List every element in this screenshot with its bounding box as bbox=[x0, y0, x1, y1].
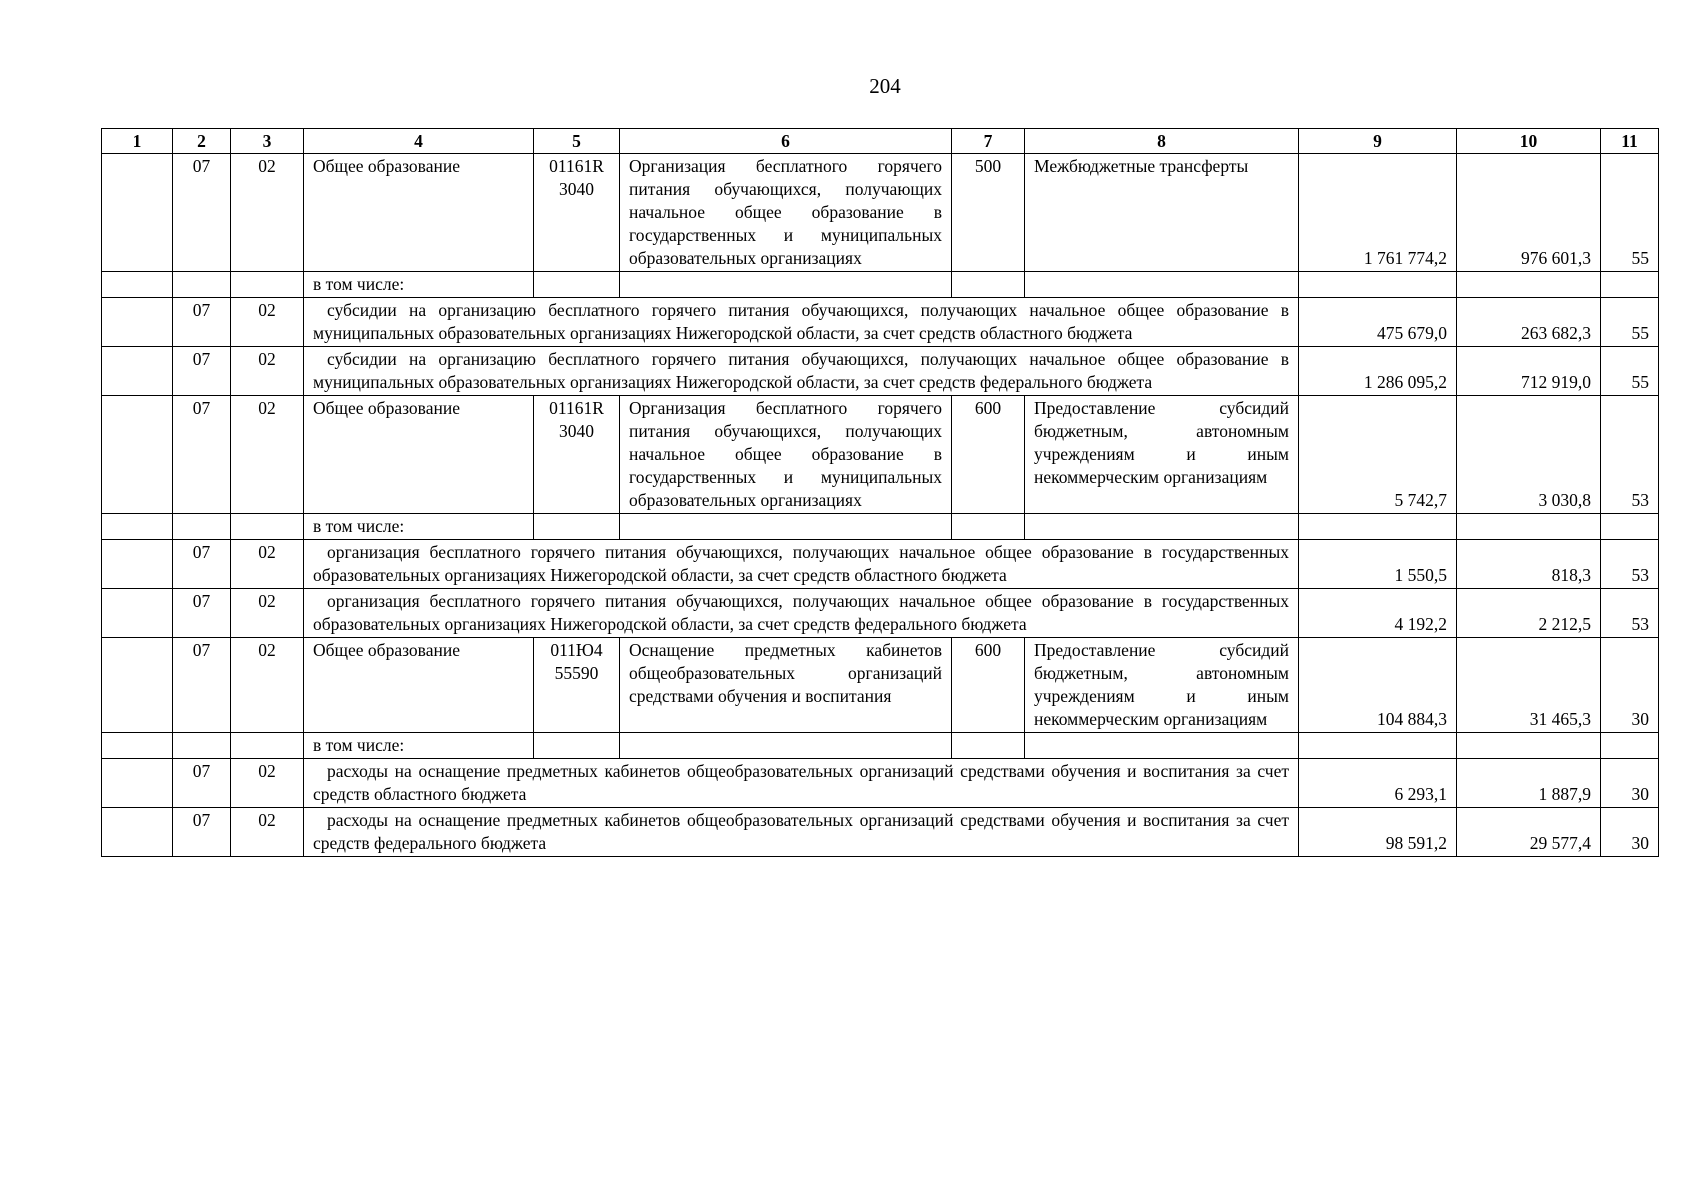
cell-amount-exec: 263 682,3 bbox=[1457, 298, 1601, 347]
cell-col1 bbox=[102, 298, 173, 347]
cell-section: 07 bbox=[173, 759, 231, 808]
cell-description: субсидии на организацию бесплатного горячего питания обучающихся, получающих начальное общее образование в муниципальных образовательных организациях Нижегородской области, за счет средств областного бюджета bbox=[304, 298, 1299, 347]
cell-amount: 4 192,2 bbox=[1299, 589, 1457, 638]
cell-subsection bbox=[231, 733, 304, 759]
cell-section bbox=[173, 272, 231, 298]
table-row-sub bbox=[102, 808, 1659, 857]
cell-target-code: 011Ю4 55590 bbox=[534, 638, 620, 733]
cell-description: субсидии на организацию бесплатного горячего питания обучающихся, получающих начальное общее образование в муниципальных образовательных организациях Нижегородской области, за счет средств федерального бюджета bbox=[304, 347, 1299, 396]
cell-empty bbox=[1299, 733, 1457, 759]
cell-subsection: 02 bbox=[231, 540, 304, 589]
cell-section bbox=[173, 514, 231, 540]
cell-target-name: Организация бесплатного горячего питания обучающихся, получающих начальное общее образование в государственных и муниципальных образовательных организациях bbox=[620, 396, 952, 514]
cell-empty bbox=[1601, 514, 1659, 540]
cell-subsection: 02 bbox=[231, 154, 304, 272]
cell-amount-exec: 3 030,8 bbox=[1457, 396, 1601, 514]
cell-empty bbox=[952, 733, 1025, 759]
cell-col1 bbox=[102, 347, 173, 396]
col-header: 9 bbox=[1299, 129, 1457, 154]
cell-col1 bbox=[102, 589, 173, 638]
header-row bbox=[102, 129, 1659, 154]
cell-subsection: 02 bbox=[231, 396, 304, 514]
cell-amount-exec: 29 577,4 bbox=[1457, 808, 1601, 857]
cell-col1 bbox=[102, 272, 173, 298]
cell-empty bbox=[1457, 733, 1601, 759]
cell-subsection: 02 bbox=[231, 808, 304, 857]
col-header: 2 bbox=[173, 129, 231, 154]
cell-amount-exec: 712 919,0 bbox=[1457, 347, 1601, 396]
cell-percent: 55 bbox=[1601, 154, 1659, 272]
cell-amount-exec: 818,3 bbox=[1457, 540, 1601, 589]
cell-col1 bbox=[102, 540, 173, 589]
cell-expense-name: Предоставление субсидий бюджетным, автономным учреждениям и иным некоммерческим организациям bbox=[1025, 638, 1299, 733]
cell-section: 07 bbox=[173, 589, 231, 638]
cell-expense-type: 500 bbox=[952, 154, 1025, 272]
cell-amount: 475 679,0 bbox=[1299, 298, 1457, 347]
cell-percent: 53 bbox=[1601, 589, 1659, 638]
cell-col1 bbox=[102, 808, 173, 857]
col-header: 10 bbox=[1457, 129, 1601, 154]
cell-amount-exec: 2 212,5 bbox=[1457, 589, 1601, 638]
cell-empty bbox=[620, 272, 952, 298]
cell-empty bbox=[1025, 514, 1299, 540]
table-row-including bbox=[102, 733, 1659, 759]
cell-empty bbox=[534, 272, 620, 298]
table-row-sub bbox=[102, 347, 1659, 396]
cell-percent: 30 bbox=[1601, 759, 1659, 808]
col-header: 8 bbox=[1025, 129, 1299, 154]
cell-subsection: 02 bbox=[231, 347, 304, 396]
col-header: 6 bbox=[620, 129, 952, 154]
cell-empty bbox=[1457, 514, 1601, 540]
cell-target-name: Оснащение предметных кабинетов общеобразовательных организаций средствами обучения и воспитания bbox=[620, 638, 952, 733]
cell-section: 07 bbox=[173, 808, 231, 857]
cell-amount-exec: 976 601,3 bbox=[1457, 154, 1601, 272]
cell-target-code: 01161R 3040 bbox=[534, 154, 620, 272]
cell-description: организация бесплатного горячего питания обучающихся, получающих начальное общее образование в государственных образовательных организациях Нижегородской области, за счет средств областного бюджета bbox=[304, 540, 1299, 589]
cell-section: 07 bbox=[173, 638, 231, 733]
col-header: 5 bbox=[534, 129, 620, 154]
cell-empty bbox=[952, 272, 1025, 298]
cell-amount: 5 742,7 bbox=[1299, 396, 1457, 514]
cell-expense-name: Предоставление субсидий бюджетным, автономным учреждениям и иным некоммерческим организациям bbox=[1025, 396, 1299, 514]
cell-section: 07 bbox=[173, 396, 231, 514]
table-row-sub bbox=[102, 540, 1659, 589]
table-row-including bbox=[102, 272, 1659, 298]
table-row-sub bbox=[102, 589, 1659, 638]
cell-percent: 30 bbox=[1601, 638, 1659, 733]
cell-description: организация бесплатного горячего питания обучающихся, получающих начальное общее образование в государственных образовательных организациях Нижегородской области, за счет средств федерального бюджета bbox=[304, 589, 1299, 638]
cell-description: расходы на оснащение предметных кабинетов общеобразовательных организаций средствами обучения и воспитания за счет средств федерального бюджета bbox=[304, 808, 1299, 857]
cell-empty bbox=[1025, 272, 1299, 298]
page-number: 204 bbox=[869, 74, 901, 98]
table-row-including bbox=[102, 514, 1659, 540]
cell-empty bbox=[1299, 514, 1457, 540]
cell-target-name: Организация бесплатного горячего питания обучающихся, получающих начальное общее образование в государственных и муниципальных образовательных организациях bbox=[620, 154, 952, 272]
cell-empty bbox=[534, 733, 620, 759]
cell-empty bbox=[1299, 272, 1457, 298]
including-label: в том числе: bbox=[304, 733, 534, 759]
table-body bbox=[102, 154, 1659, 857]
col-header: 3 bbox=[231, 129, 304, 154]
table-row-main bbox=[102, 638, 1659, 733]
cell-percent: 30 bbox=[1601, 808, 1659, 857]
col-header: 11 bbox=[1601, 129, 1659, 154]
col-header: 4 bbox=[304, 129, 534, 154]
cell-section: 07 bbox=[173, 540, 231, 589]
cell-col1 bbox=[102, 396, 173, 514]
cell-percent: 53 bbox=[1601, 396, 1659, 514]
col-header: 7 bbox=[952, 129, 1025, 154]
cell-amount: 1 761 774,2 bbox=[1299, 154, 1457, 272]
cell-subsection: 02 bbox=[231, 759, 304, 808]
cell-name: Общее образование bbox=[304, 154, 534, 272]
table-row-sub bbox=[102, 759, 1659, 808]
cell-percent: 55 bbox=[1601, 347, 1659, 396]
cell-empty bbox=[1601, 272, 1659, 298]
table-row-sub bbox=[102, 298, 1659, 347]
cell-section: 07 bbox=[173, 154, 231, 272]
cell-col1 bbox=[102, 638, 173, 733]
cell-amount: 98 591,2 bbox=[1299, 808, 1457, 857]
cell-empty bbox=[534, 514, 620, 540]
cell-subsection bbox=[231, 272, 304, 298]
cell-amount-exec: 1 887,9 bbox=[1457, 759, 1601, 808]
cell-subsection: 02 bbox=[231, 638, 304, 733]
cell-empty bbox=[620, 514, 952, 540]
cell-empty bbox=[620, 733, 952, 759]
cell-subsection bbox=[231, 514, 304, 540]
cell-expense-name: Межбюджетные трансферты bbox=[1025, 154, 1299, 272]
cell-amount: 1 286 095,2 bbox=[1299, 347, 1457, 396]
cell-amount: 104 884,3 bbox=[1299, 638, 1457, 733]
cell-description: расходы на оснащение предметных кабинетов общеобразовательных организаций средствами обучения и воспитания за счет средств областного бюджета bbox=[304, 759, 1299, 808]
cell-subsection: 02 bbox=[231, 589, 304, 638]
cell-amount: 6 293,1 bbox=[1299, 759, 1457, 808]
cell-amount: 1 550,5 bbox=[1299, 540, 1457, 589]
cell-amount-exec: 31 465,3 bbox=[1457, 638, 1601, 733]
cell-empty bbox=[952, 514, 1025, 540]
cell-name: Общее образование bbox=[304, 396, 534, 514]
table-row-main bbox=[102, 154, 1659, 272]
including-label: в том числе: bbox=[304, 272, 534, 298]
cell-subsection: 02 bbox=[231, 298, 304, 347]
cell-expense-type: 600 bbox=[952, 396, 1025, 514]
cell-expense-type: 600 bbox=[952, 638, 1025, 733]
cell-empty bbox=[1601, 733, 1659, 759]
budget-table bbox=[101, 128, 1659, 857]
cell-col1 bbox=[102, 733, 173, 759]
cell-percent: 55 bbox=[1601, 298, 1659, 347]
cell-col1 bbox=[102, 759, 173, 808]
cell-empty bbox=[1457, 272, 1601, 298]
cell-section: 07 bbox=[173, 347, 231, 396]
col-header: 1 bbox=[102, 129, 173, 154]
cell-name: Общее образование bbox=[304, 638, 534, 733]
cell-col1 bbox=[102, 514, 173, 540]
cell-col1 bbox=[102, 154, 173, 272]
including-label: в том числе: bbox=[304, 514, 534, 540]
cell-target-code: 01161R 3040 bbox=[534, 396, 620, 514]
cell-percent: 53 bbox=[1601, 540, 1659, 589]
cell-section bbox=[173, 733, 231, 759]
cell-section: 07 bbox=[173, 298, 231, 347]
table-row-main bbox=[102, 396, 1659, 514]
cell-empty bbox=[1025, 733, 1299, 759]
